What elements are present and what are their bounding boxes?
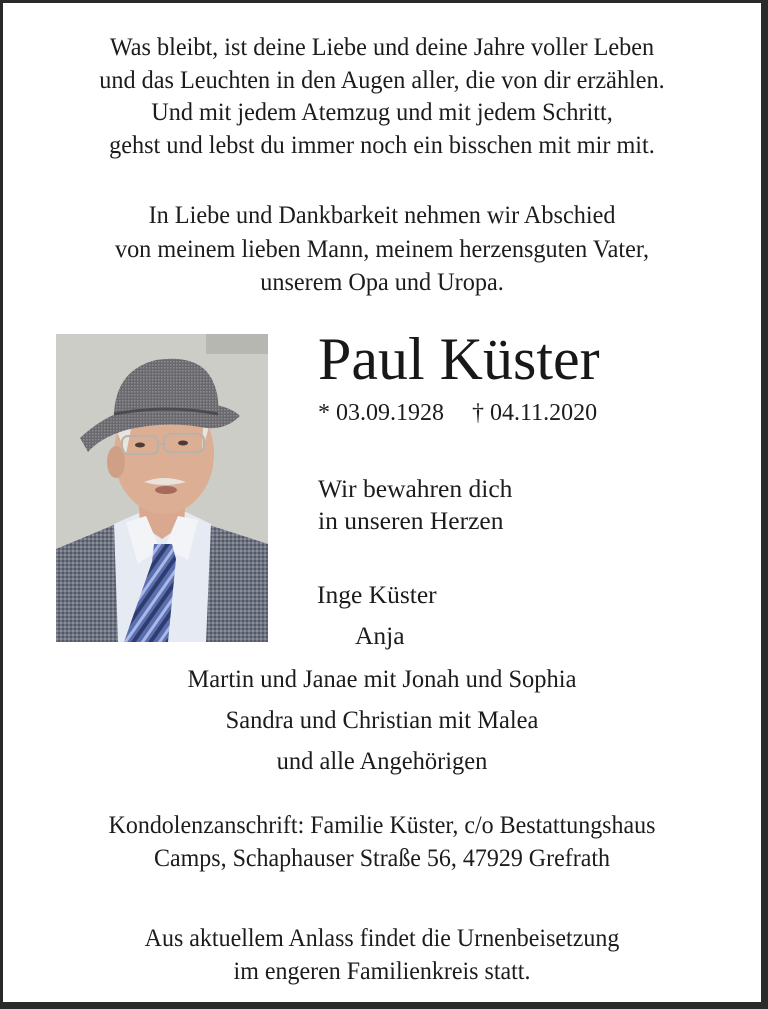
mourner-child: Anja: [355, 621, 405, 650]
remembrance-line: in unseren Herzen: [318, 506, 504, 535]
portrait-illustration: [56, 334, 268, 642]
note-line: Aus aktuellem Anlass findet die Urnenbeisetzung: [144, 923, 620, 952]
poem-line: und das Leuchten in den Augen aller, die von dir erzählen.: [99, 64, 665, 94]
condolence-address: [26, 809, 739, 874]
remembrance-text: [318, 473, 512, 537]
obituary-notice: [3, 3, 761, 1002]
farewell-intro: [22, 198, 742, 299]
deceased-name: Paul Küster: [318, 326, 600, 392]
memorial-poem: [22, 31, 742, 161]
mourner-line: Martin und Janae mit Jonah und Sophia: [187, 664, 577, 693]
burial-note: [26, 922, 739, 987]
death-date: † 04.11.2020: [472, 400, 598, 426]
remembrance-line: Wir bewahren dich: [318, 474, 513, 503]
life-dates: [318, 398, 597, 428]
poem-line: gehst und lebst du immer noch ein bisschen mit mir mit.: [109, 129, 655, 159]
deceased-portrait-photo: [56, 334, 268, 642]
address-line: Kondolenzanschrift: Familie Küster, c/o Bestattungshaus: [108, 810, 656, 839]
mourner-spouse: Inge Küster: [317, 580, 437, 609]
birth-date: * 03.09.1928: [318, 400, 444, 426]
intro-line: In Liebe und Dankbarkeit nehmen wir Abschied: [148, 200, 616, 229]
mourners-list: [18, 658, 746, 781]
poem-line: Was bleibt, ist deine Liebe und deine Jahre voller Leben: [109, 32, 655, 61]
address-line: Camps, Schaphauser Straße 56, 47929 Grefrath: [154, 842, 610, 872]
intro-line: von meinem lieben Mann, meinem herzensguten Vater,: [114, 233, 650, 263]
intro-line: unserem Opa und Uropa.: [260, 267, 504, 296]
poem-line: Und mit jedem Atemzug und mit jedem Schritt,: [151, 97, 613, 126]
note-line: im engeren Familienkreis statt.: [233, 955, 531, 985]
mourner-line: und alle Angehörigen: [276, 746, 488, 775]
mourner-line: Sandra und Christian mit Malea: [225, 705, 539, 734]
